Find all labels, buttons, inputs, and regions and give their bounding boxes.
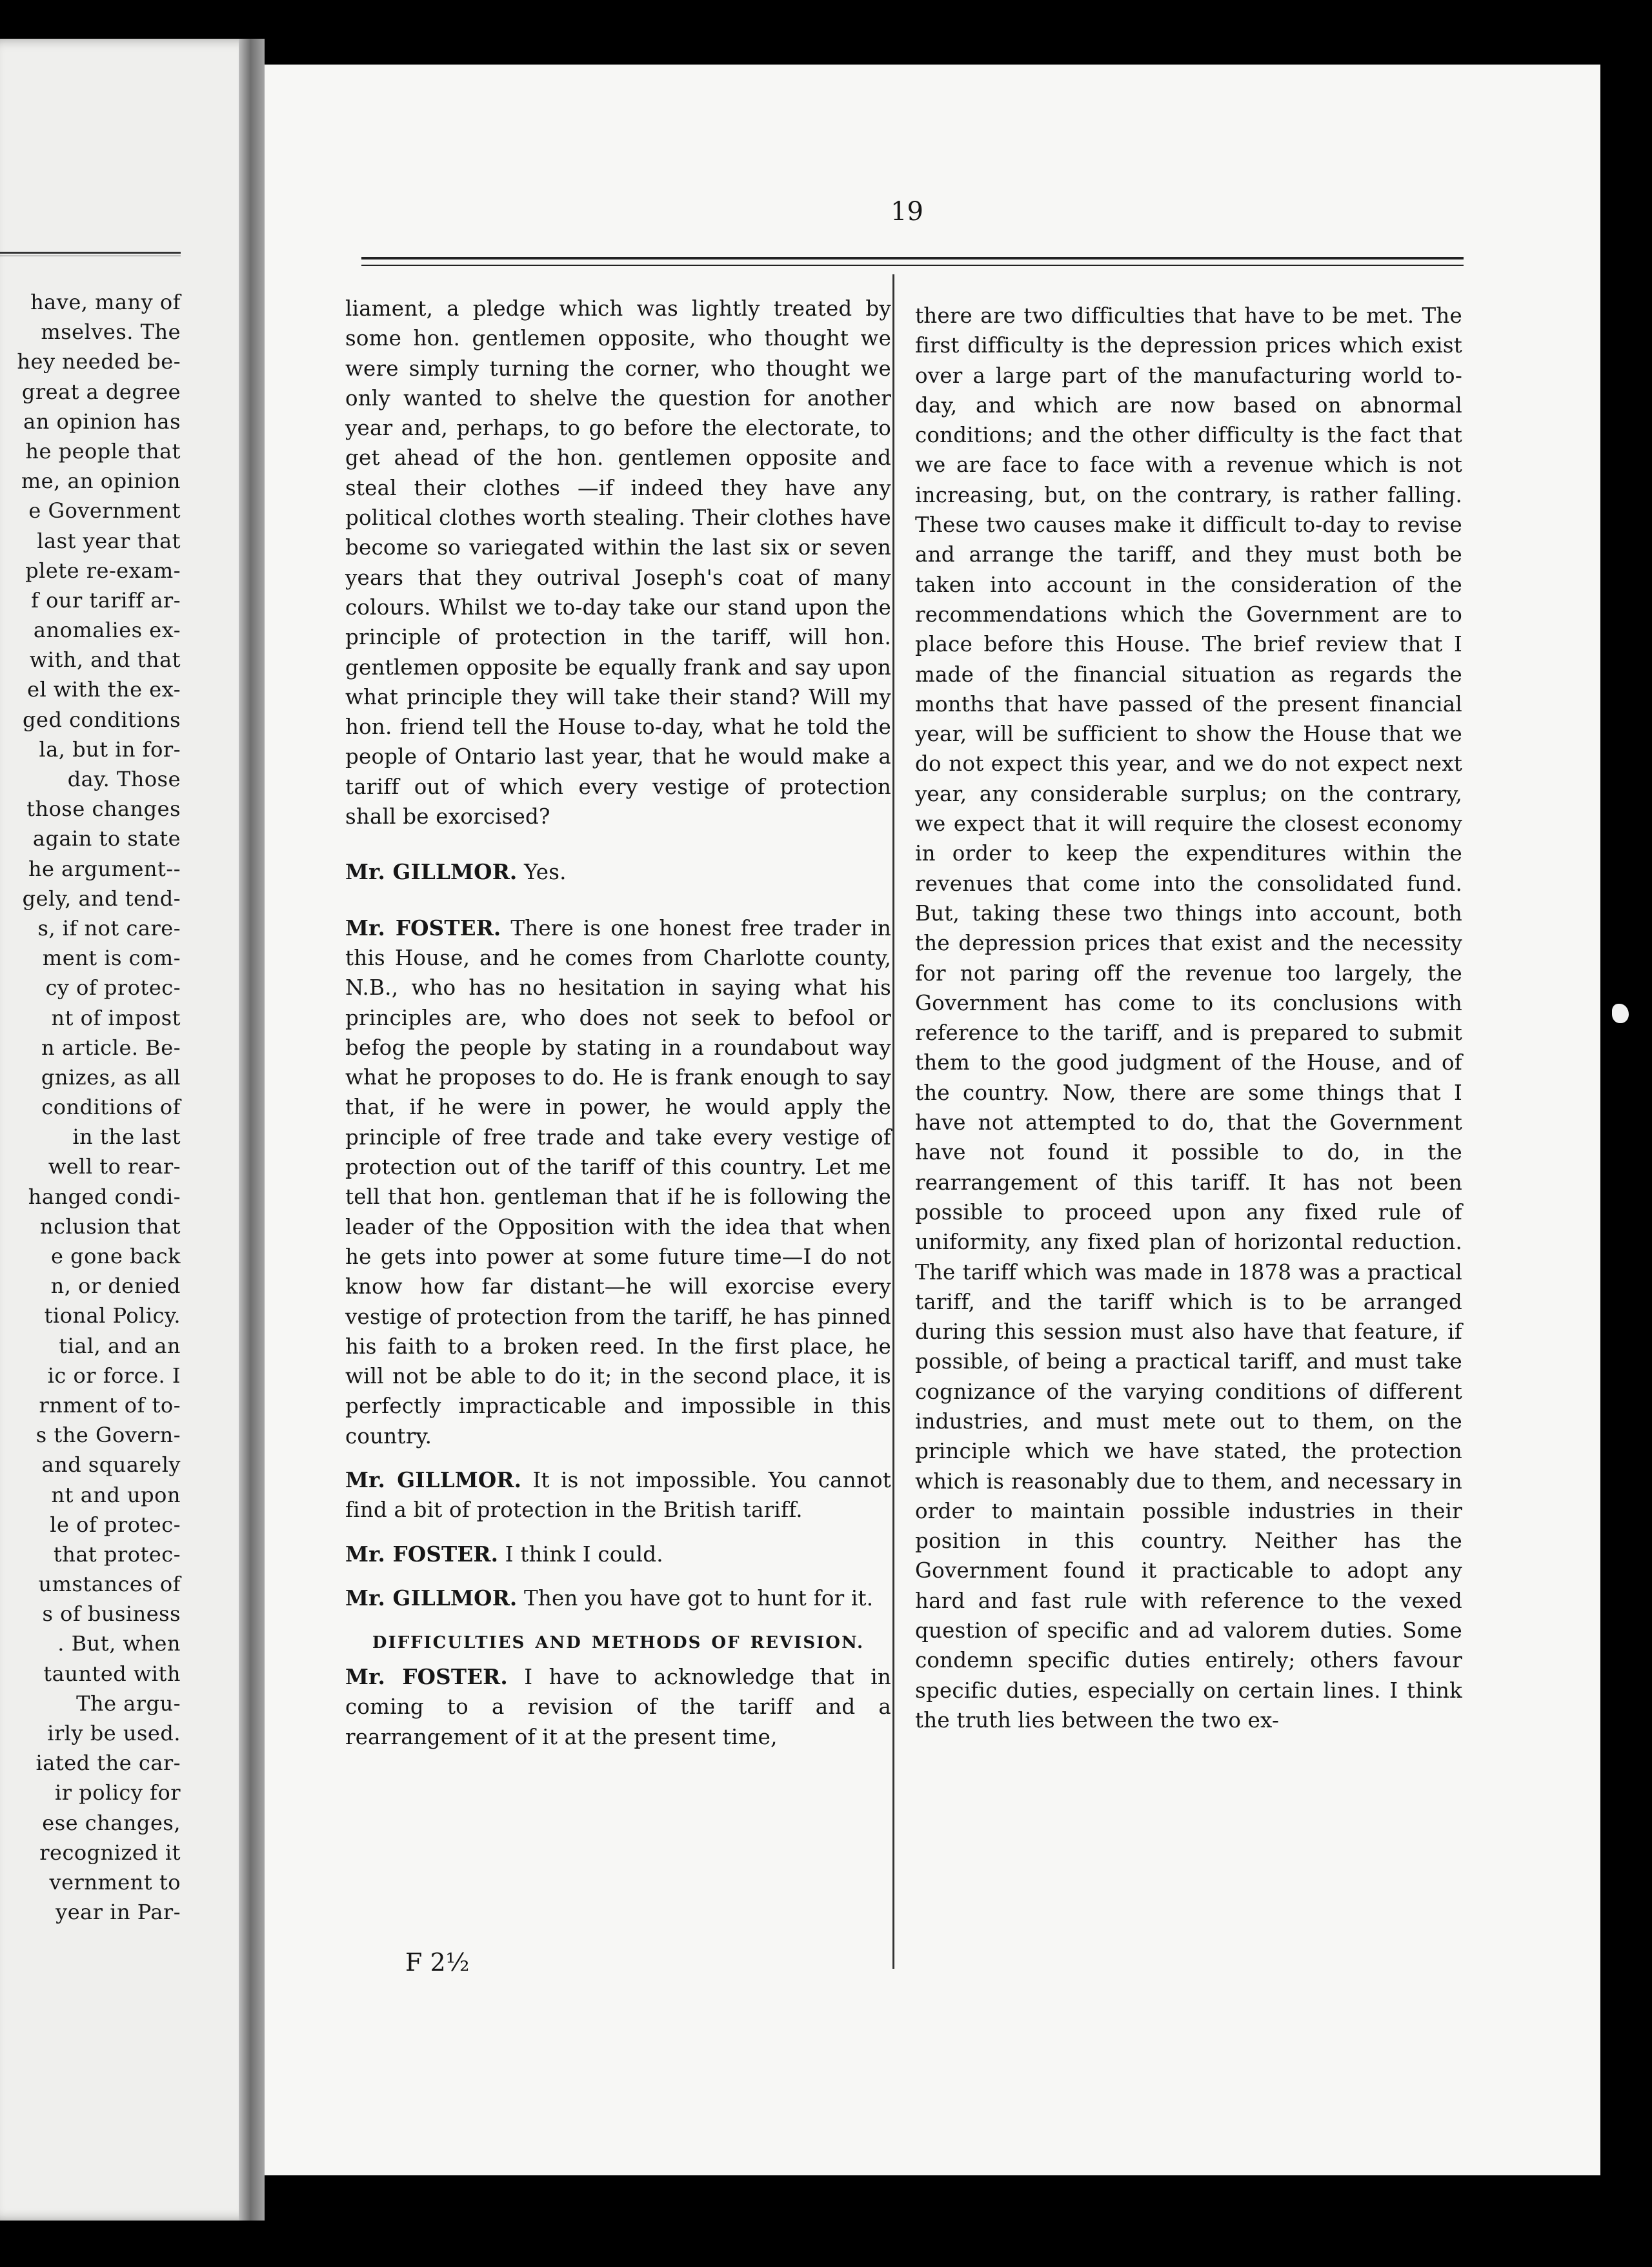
left-page-line: an opinion has [23, 409, 181, 434]
left-page-line: anomalies ex- [33, 618, 181, 643]
left-page-line: ir policy for [55, 1780, 181, 1805]
facing-page-left [0, 39, 258, 2221]
left-page-line: have, many of [30, 290, 181, 314]
header-rule-thin [361, 265, 1464, 266]
left-page-line: rnment of to- [39, 1392, 181, 1418]
paragraph [345, 913, 891, 1451]
left-page-line: nt of impost [51, 1005, 181, 1030]
speech-text: I have to acknowledge that in coming to a revision of the tariff and a rearrangement of it at the present time, [345, 1665, 891, 1749]
left-page-line: s the Govern- [35, 1423, 181, 1448]
left-page-line: gnizes, as all [41, 1064, 181, 1090]
left-page-line: gely, and tend- [22, 886, 181, 911]
left-page-line: ged conditions [23, 707, 181, 732]
page-number: 19 [891, 197, 923, 227]
speaker-name: Mr. FOSTER. [345, 1664, 508, 1690]
left-page-line: f our tariff ar- [31, 587, 181, 613]
right-column [915, 301, 1462, 1735]
left-page-line: hey needed be- [17, 349, 181, 374]
left-page-line: that protec- [53, 1541, 181, 1567]
left-page-line: la, but in for- [39, 737, 181, 762]
speaker-name: Mr. FOSTER. [345, 915, 501, 940]
left-page-line: tial, and an [59, 1333, 181, 1358]
left-page-line: with, and that [29, 647, 181, 673]
left-page-line: s of business [42, 1601, 181, 1627]
left-page-line: those changes [26, 797, 181, 822]
left-page-line: last year that [37, 528, 181, 553]
signature-mark: F 2½ [405, 1948, 470, 1977]
left-column [345, 294, 891, 1752]
paragraph: there are two difficulties that have to be met. The first difficulty is the depression prices which exist over a large part of the manufacturing world to-day, and which are now based on abnormal conditions; and the other difficulty is the fact that we are face to face with a revenue which is not increasing, but, on the contrary, is rather falling. These two causes make it difficult to-day to revise and arrange the tariff, and they must both be taken into account in the consideration of the recommendations which the Government are to place before this House. The brief review that I made of the financial situation as regards the months that have passed of the present financial year, will be sufficient to show the House that we do not expect this year, and we do not expect next year, any considerable surplus; on the contrary, we expect that it will require the closest economy in order to keep the expenditures within the revenues that come into the consolidated fund. But, taking these two things into account, both the depression prices that exist and the necessity for not paring off the revenue too largely, the Government has come to its conclusions with reference to the tariff, and is prepared to submit them to the good judgment of the House, and of the country. Now, there are some things that I have not attempted to do, that the Government have not found it possible to do, in the rearrangement of this tariff. It has not been possible to proceed upon any fixed rule of uniformity, any fixed plan of horizontal reduction. The tariff which was made in 1878 was a practical tariff, and the tariff which is to be arranged during this session must also have that feature, if possible, of being a practical tariff, and must take cognizance of the varying conditions of different industries, and must mete out to them, on the principle which we have stated, the protection which is reasonably due to them, and necessary in order to maintain possible industries in their position in this country. Neither has the Government found it practicable to adopt any hard and fast rule with reference to the vexed question of specific and ad valorem duties. Some condemn specific duties entirely; others favour specific duties, especially on certain lines. I think the truth lies between the two ex- [915, 303, 1462, 1733]
speech-text: Then you have got to hunt for it. [523, 1585, 874, 1611]
book-gutter [239, 39, 265, 2221]
left-page-line: mselves. The [41, 320, 181, 345]
left-page-line: and squarely [41, 1452, 181, 1478]
speech-text: There is one honest free trader in this House, and he comes from Charlotte county, N.B., who has no hesitation in saying what his principles are, who does not seek to befool or befog the people by stating in a roundabout way what he proposes to do. He is frank enough to say that, if he were in power, he would apply the principle of free trade and take every vestige of protection out of the tariff of this country. Let me tell that hon. gentleman that if he is following the leader of the Opposition with the idea that when he gets into power at some future time—I do not know how far distant—he will exorcise every vestige of protection from the tariff, he has pinned his faith to a broken reed. In the first place, he will not be able to do it; in the second place, it is perfectly impracticable and impossible in this country. [345, 915, 891, 1449]
left-page-line: e gone back [51, 1244, 181, 1268]
left-page-line: well to rear- [48, 1154, 181, 1179]
left-page-line: me, an opinion [21, 469, 181, 494]
left-page-line: ic or force. I [47, 1363, 181, 1388]
left-page-line: cy of protec- [45, 975, 181, 1001]
paragraph [345, 1540, 891, 1569]
left-page-line: plete re-exam- [25, 558, 181, 583]
left-page-line: he argument-- [28, 856, 181, 881]
left-page-line: great a degree [21, 379, 181, 404]
column-divider [892, 274, 894, 1969]
left-page-line: nclusion that [40, 1214, 181, 1239]
left-page-line: taunted with [43, 1661, 181, 1686]
speaker-name: Mr. FOSTER. [345, 1541, 499, 1567]
left-page-line: s, if not care- [37, 915, 181, 940]
speech-text: I think I could. [505, 1541, 663, 1567]
left-page-line: tional Policy. [44, 1303, 181, 1328]
speech-text: Yes. [523, 860, 567, 885]
section-heading: DIFFICULTIES AND METHODS OF REVISION. [372, 1633, 865, 1653]
left-page-line: again to state [32, 826, 181, 851]
left-page-line: in the last [72, 1124, 181, 1150]
speaker-name: Mr. GILLMOR. [345, 859, 518, 885]
left-page-line: le of protec- [50, 1512, 181, 1537]
paragraph [345, 1465, 891, 1525]
paragraph [345, 857, 891, 887]
speaker-name: Mr. GILLMOR. [345, 1585, 518, 1611]
left-page-line: vernment to [49, 1869, 181, 1895]
left-page-line: he people that [25, 438, 181, 463]
left-page-rule [0, 252, 181, 256]
left-page-line: n article. Be- [41, 1035, 181, 1060]
left-page-line: day. Those [67, 767, 181, 791]
left-page-line: ment is com- [42, 946, 181, 971]
left-page-line: ese changes, [42, 1810, 181, 1835]
left-page-line: el with the ex- [27, 677, 181, 702]
left-page-line: nt and upon [51, 1482, 181, 1507]
left-page-text [0, 287, 181, 1927]
left-page-line: iated the car- [35, 1751, 181, 1776]
left-page-line: recognized it [39, 1840, 181, 1865]
speech-text: It is not impossible. You cannot find a bit of protection in the British tariff. [345, 1467, 891, 1523]
left-page-line: hanged condi- [28, 1184, 181, 1209]
paragraph [345, 1583, 891, 1613]
left-page-line: The argu- [76, 1691, 181, 1716]
header-rule [361, 257, 1464, 259]
paragraph: liament, a pledge which was lightly treated by some hon. gentlemen opposite, who thought we were simply turning the corner, who thought we only wanted to shelve the question for another year and, perhaps, to go before the electorate, to get ahead of the hon. gentlemen opposite and steal their clothes —if indeed they have any political clothes worth stealing. Their clothes have become so variegated within the last six or seven years that they outrival Joseph's coat of many colours. Whilst we to-day take our stand upon the principle of protection in the tariff, will hon. gentlemen opposite be equally frank and say upon what principle they will take their stand? Will my hon. friend tell the House to-day, what he told the people of Ontario last year, that he would make a tariff out of which every vestige of protection shall be exorcised? [345, 296, 891, 829]
speaker-name: Mr. GILLMOR. [345, 1467, 522, 1492]
left-page-line: . But, when [57, 1631, 181, 1656]
left-page-line: conditions of [41, 1095, 181, 1120]
left-page-line: year in Par- [55, 1900, 181, 1925]
page-blemish [1612, 1004, 1629, 1023]
paragraph [345, 1662, 891, 1752]
left-page-line: e Government [28, 498, 181, 524]
left-page-line: irly be used. [47, 1721, 181, 1745]
left-page-line: n, or denied [50, 1274, 181, 1299]
left-page-line: umstances of [38, 1572, 181, 1597]
